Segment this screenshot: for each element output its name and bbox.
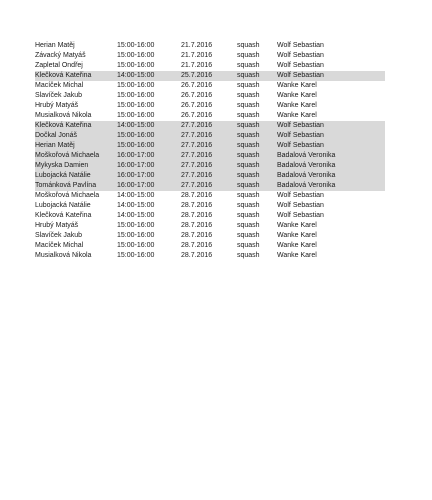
session-date: 26.7.2016	[181, 92, 213, 99]
time-slot: 15:00-16:00	[117, 132, 155, 139]
table-row	[35, 111, 385, 121]
coach-name: Wanke Karel	[277, 102, 317, 109]
activity: squash	[237, 202, 260, 209]
session-date: 28.7.2016	[181, 252, 213, 259]
participant-name: Zapletal Ondřej	[35, 62, 83, 69]
session-date: 21.7.2016	[181, 42, 213, 49]
table-row	[35, 61, 385, 71]
table-row	[35, 51, 385, 61]
table-row	[35, 41, 385, 51]
activity: squash	[237, 132, 260, 139]
time-slot: 15:00-16:00	[117, 52, 155, 59]
activity: squash	[237, 72, 260, 79]
participant-name: Tománková Pavlína	[35, 182, 97, 189]
coach-name: Wolf Sebastian	[277, 212, 324, 219]
table-row	[35, 81, 385, 91]
table-row	[35, 151, 385, 161]
session-date: 28.7.2016	[181, 192, 213, 199]
session-date: 27.7.2016	[181, 152, 213, 159]
activity: squash	[237, 242, 260, 249]
session-date: 27.7.2016	[181, 172, 213, 179]
table-row	[35, 221, 385, 231]
participant-name: Macíček Michal	[35, 242, 84, 249]
activity: squash	[237, 162, 260, 169]
time-slot: 15:00-16:00	[117, 232, 155, 239]
session-date: 27.7.2016	[181, 182, 213, 189]
coach-name: Wolf Sebastian	[277, 132, 324, 139]
time-slot: 15:00-16:00	[117, 92, 155, 99]
coach-name: Wanke Karel	[277, 252, 317, 259]
table-row	[35, 231, 385, 241]
participant-name: Mykyska Damien	[35, 162, 89, 169]
coach-name: Wolf Sebastian	[277, 42, 324, 49]
schedule-table	[35, 41, 385, 261]
session-date: 21.7.2016	[181, 62, 213, 69]
session-date: 26.7.2016	[181, 112, 213, 119]
activity: squash	[237, 112, 260, 119]
table-row	[35, 211, 385, 221]
session-date: 28.7.2016	[181, 222, 213, 229]
time-slot: 15:00-16:00	[117, 112, 155, 119]
activity: squash	[237, 252, 260, 259]
coach-name: Wolf Sebastian	[277, 202, 324, 209]
activity: squash	[237, 52, 260, 59]
activity: squash	[237, 182, 260, 189]
session-date: 27.7.2016	[181, 132, 213, 139]
coach-name: Wanke Karel	[277, 242, 317, 249]
time-slot: 14:00-15:00	[117, 192, 155, 199]
participant-name: Dočkal Jonáš	[35, 132, 78, 139]
time-slot: 14:00-15:00	[117, 72, 155, 79]
time-slot: 16:00-17:00	[117, 162, 155, 169]
time-slot: 14:00-15:00	[117, 122, 155, 129]
activity: squash	[237, 152, 260, 159]
coach-name: Badalová Veronika	[277, 162, 336, 169]
session-date: 28.7.2016	[181, 232, 213, 239]
coach-name: Badalová Veronika	[277, 152, 336, 159]
activity: squash	[237, 212, 260, 219]
time-slot: 15:00-16:00	[117, 252, 155, 259]
activity: squash	[237, 222, 260, 229]
coach-name: Wolf Sebastian	[277, 72, 324, 79]
time-slot: 15:00-16:00	[117, 62, 155, 69]
activity: squash	[237, 142, 260, 149]
coach-name: Wanke Karel	[277, 232, 317, 239]
table-row	[35, 71, 385, 81]
table-row	[35, 141, 385, 151]
participant-name: Závacký Matyáš	[35, 52, 86, 59]
coach-name: Wolf Sebastian	[277, 142, 324, 149]
session-date: 28.7.2016	[181, 212, 213, 219]
participant-name: Herian Matěj	[35, 42, 75, 49]
time-slot: 15:00-16:00	[117, 222, 155, 229]
coach-name: Badalová Veronika	[277, 182, 336, 189]
session-date: 27.7.2016	[181, 162, 213, 169]
participant-name: Slavíček Jakub	[35, 232, 83, 239]
participant-name: Lubojacká Natálie	[35, 172, 91, 179]
table-row	[35, 191, 385, 201]
participant-name: Macíček Michal	[35, 82, 84, 89]
time-slot: 15:00-16:00	[117, 102, 155, 109]
time-slot: 16:00-17:00	[117, 182, 155, 189]
activity: squash	[237, 172, 260, 179]
coach-name: Wolf Sebastian	[277, 122, 324, 129]
coach-name: Wanke Karel	[277, 222, 317, 229]
table-row	[35, 101, 385, 111]
table-row	[35, 201, 385, 211]
activity: squash	[237, 62, 260, 69]
coach-name: Wanke Karel	[277, 82, 317, 89]
table-row	[35, 241, 385, 251]
coach-name: Wolf Sebastian	[277, 192, 324, 199]
participant-name: Klečková Kateřina	[35, 212, 92, 219]
time-slot: 15:00-16:00	[117, 242, 155, 249]
session-date: 28.7.2016	[181, 202, 213, 209]
participant-name: Musialková Nikola	[35, 112, 92, 119]
session-date: 25.7.2016	[181, 72, 213, 79]
participant-name: Herian Matěj	[35, 142, 75, 149]
table-row	[35, 131, 385, 141]
activity: squash	[237, 82, 260, 89]
session-date: 27.7.2016	[181, 122, 213, 129]
table-row	[35, 181, 385, 191]
participant-name: Hrubý Matyáš	[35, 102, 79, 109]
coach-name: Wolf Sebastian	[277, 52, 324, 59]
coach-name: Badalová Veronika	[277, 172, 336, 179]
participant-name: Moškořová Michaela	[35, 152, 100, 159]
time-slot: 16:00-17:00	[117, 152, 155, 159]
participant-name: Musialková Nikola	[35, 252, 92, 259]
participant-name: Lubojacká Natálie	[35, 202, 91, 209]
coach-name: Wanke Karel	[277, 92, 317, 99]
time-slot: 15:00-16:00	[117, 42, 155, 49]
activity: squash	[237, 192, 260, 199]
coach-name: Wanke Karel	[277, 112, 317, 119]
coach-name: Wolf Sebastian	[277, 62, 324, 69]
table-row	[35, 161, 385, 171]
session-date: 26.7.2016	[181, 82, 213, 89]
time-slot: 15:00-16:00	[117, 142, 155, 149]
participant-name: Hrubý Matyáš	[35, 222, 79, 229]
participant-name: Klečková Kateřina	[35, 72, 92, 79]
participant-name: Moškořová Michaela	[35, 192, 100, 199]
activity: squash	[237, 42, 260, 49]
time-slot: 15:00-16:00	[117, 82, 155, 89]
session-date: 26.7.2016	[181, 102, 213, 109]
time-slot: 14:00-15:00	[117, 202, 155, 209]
table-row	[35, 251, 385, 261]
activity: squash	[237, 102, 260, 109]
participant-name: Slavíček Jakub	[35, 92, 83, 99]
session-date: 27.7.2016	[181, 142, 213, 149]
activity: squash	[237, 232, 260, 239]
participant-name: Klečková Kateřina	[35, 122, 92, 129]
time-slot: 16:00-17:00	[117, 172, 155, 179]
session-date: 21.7.2016	[181, 52, 213, 59]
activity: squash	[237, 122, 260, 129]
table-row	[35, 91, 385, 101]
time-slot: 14:00-15:00	[117, 212, 155, 219]
table-row	[35, 121, 385, 131]
activity: squash	[237, 92, 260, 99]
session-date: 28.7.2016	[181, 242, 213, 249]
table-row	[35, 171, 385, 181]
